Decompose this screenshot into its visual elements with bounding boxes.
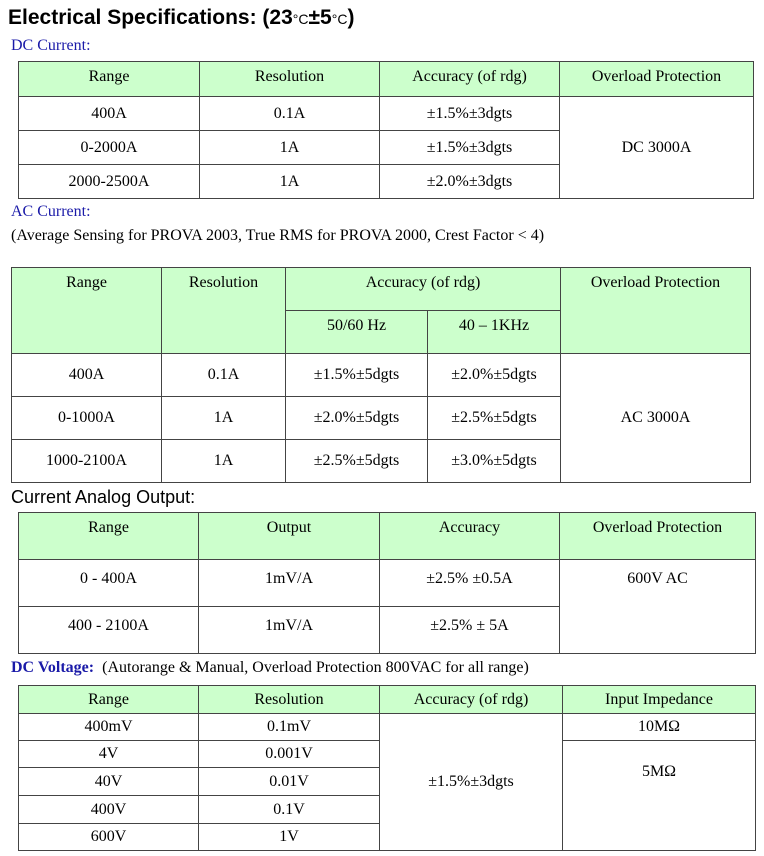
cell-range: 0 - 400A [19, 560, 199, 607]
header-range: Range [19, 513, 199, 560]
header-overload: Overload Protection [560, 513, 756, 560]
table-row [19, 560, 756, 607]
cell-range: 600V [19, 824, 199, 851]
cell-resolution: 0.001V [199, 741, 380, 768]
cell-range: 2000-2500A [19, 165, 200, 199]
cell-accuracy: ±1.5%±3dgts [380, 97, 560, 131]
cell-accuracy-50-60: ±2.5%±5dgts [286, 440, 428, 483]
cell-resolution: 1A [162, 397, 286, 440]
header-overload: Overload Protection [561, 268, 751, 354]
cell-resolution: 1V [199, 824, 380, 851]
cell-overload: 600V AC [560, 560, 756, 654]
header-accuracy: Accuracy [380, 513, 560, 560]
cell-accuracy-50-60: ±2.0%±5dgts [286, 397, 428, 440]
cell-resolution: 0.1A [200, 97, 380, 131]
header-range: Range [19, 62, 200, 97]
dc-voltage-note: (Autorange & Manual, Overload Protection 800VAC for all range) [102, 659, 529, 676]
header-overload: Overload Protection [560, 62, 754, 97]
page-title: Electrical Specifications: (23°C±5°C) [8, 6, 355, 29]
cell-output: 1mV/A [199, 607, 380, 654]
cell-accuracy-40-1k: ±2.5%±5dgts [428, 397, 561, 440]
cell-range: 400mV [19, 714, 199, 741]
cell-range: 400 - 2100A [19, 607, 199, 654]
subheader-40-1khz: 40 – 1KHz [428, 311, 561, 354]
dc-voltage-table [18, 685, 756, 851]
ac-current-note: (Average Sensing for PROVA 2003, True RMS for PROVA 2000, Crest Factor < 4) [11, 227, 545, 244]
cell-overload: AC 3000A [561, 354, 751, 483]
cell-resolution: 0.1mV [199, 714, 380, 741]
dc-voltage-line [11, 659, 529, 677]
cell-output: 1mV/A [199, 560, 380, 607]
cell-impedance: 10MΩ [563, 714, 756, 741]
cell-range: 400A [12, 354, 162, 397]
cell-resolution: 1A [200, 131, 380, 165]
table-row [19, 97, 754, 131]
analog-output-table [18, 512, 756, 654]
ac-current-table [11, 267, 751, 483]
header-resolution: Resolution [200, 62, 380, 97]
table-row [19, 714, 756, 741]
cell-accuracy: ±2.5% ± 5A [380, 607, 560, 654]
cell-accuracy-50-60: ±1.5%±5dgts [286, 354, 428, 397]
header-resolution: Resolution [199, 686, 380, 714]
cell-range: 400V [19, 796, 199, 824]
dc-current-heading: DC Current: [11, 37, 91, 54]
header-resolution: Resolution [162, 268, 286, 354]
cell-accuracy-40-1k: ±3.0%±5dgts [428, 440, 561, 483]
header-range: Range [12, 268, 162, 354]
cell-impedance: 5MΩ [563, 741, 756, 851]
header-output: Output [199, 513, 380, 560]
cell-range: 400A [19, 97, 200, 131]
header-accuracy: Accuracy (of rdg) [286, 268, 561, 311]
analog-output-heading: Current Analog Output: [11, 487, 196, 507]
cell-range: 4V [19, 741, 199, 768]
cell-accuracy: ±2.5% ±0.5A [380, 560, 560, 607]
cell-resolution: 0.01V [199, 768, 380, 796]
dc-current-table [18, 61, 754, 199]
dc-voltage-heading: DC Voltage: [11, 659, 95, 676]
cell-accuracy: ±1.5%±3dgts [380, 714, 563, 851]
cell-range: 0-1000A [12, 397, 162, 440]
cell-range: 1000-2100A [12, 440, 162, 483]
cell-accuracy: ±2.0%±3dgts [380, 165, 560, 199]
cell-overload: DC 3000A [560, 97, 754, 199]
table-row [12, 354, 751, 397]
header-range: Range [19, 686, 199, 714]
cell-resolution: 0.1A [162, 354, 286, 397]
cell-resolution: 1A [162, 440, 286, 483]
header-accuracy: Accuracy (of rdg) [380, 62, 560, 97]
cell-range: 0-2000A [19, 131, 200, 165]
cell-range: 40V [19, 768, 199, 796]
subheader-50-60hz: 50/60 Hz [286, 311, 428, 354]
cell-accuracy: ±1.5%±3dgts [380, 131, 560, 165]
header-accuracy: Accuracy (of rdg) [380, 686, 563, 714]
cell-accuracy-40-1k: ±2.0%±5dgts [428, 354, 561, 397]
header-impedance: Input Impedance [563, 686, 756, 714]
ac-current-heading: AC Current: [11, 203, 91, 220]
cell-resolution: 1A [200, 165, 380, 199]
cell-resolution: 0.1V [199, 796, 380, 824]
